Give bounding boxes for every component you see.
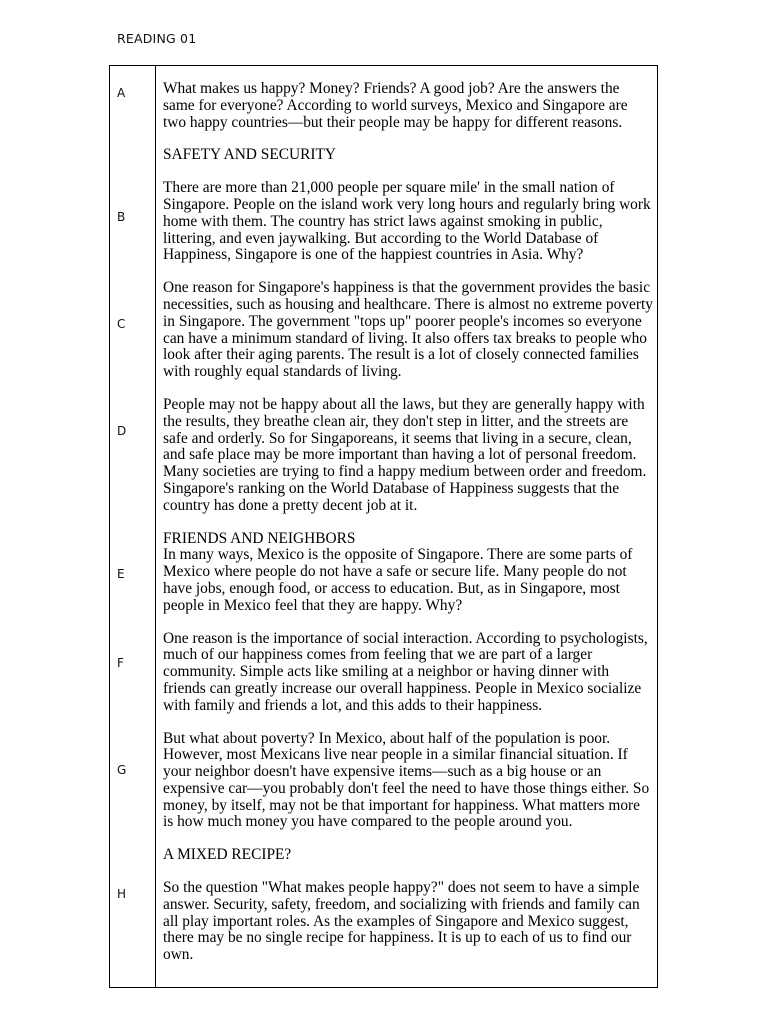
paragraph-e: In many ways, Mexico is the opposite of Singapore. There are some parts of Mexico where people do not have a safe or secure life. Many people do not have jobs, enough food, or access to education. But, as in Singapore, most people in Mexico feel that they are happy. Why? [163, 546, 633, 614]
paragraph-letter-g: G [117, 763, 127, 777]
paragraph-letter-c: C [117, 317, 126, 331]
paragraph-g: But what about poverty? In Mexico, about half of the population is poor. However, most Mexicans live near people in a similar financial situation. If your neighbor doesn't have expensive items—such as a big house or an expensive car—you probably don't feel the need to have those things either. So money, by itself, may not be that important for happiness. What matters more is how much money you have compared to the people around you. [163, 729, 650, 831]
paragraph-letter-e: E [117, 567, 125, 581]
column-divider [155, 65, 156, 988]
section-heading-friends: FRIENDS AND NEIGHBORS [163, 529, 356, 547]
paragraph-letter-f: F [117, 656, 124, 670]
reading-title: READING 01 [117, 31, 197, 46]
paragraph-letter-a: A [117, 86, 126, 100]
reading-text [163, 81, 653, 980]
paragraph-h: So the question "What makes people happy?" does not seem to have a simple answer. Security, safety, freedom, and socializing with friends and family can all play important roles. As the examples of Singapore and Mexico suggest, there may be no single recipe for happiness. It is up to each of us to find our own. [163, 879, 640, 964]
paragraph-f: One reason is the importance of social interaction. According to psychologists, much of our happiness comes from feeling that we are part of a larger community. Simple acts like smiling at a neighbor or having dinner with friends can greatly increase our overall happiness. People in Mexico socialize with family and friends a lot, and this adds to their happiness. [163, 629, 648, 714]
paragraph-b: There are more than 21,000 people per square mile' in the small nation of Singapore. People on the island work very long hours and regularly bring work home with them. The country has strict laws against smoking in public, littering, and even jaywalking. But according to the World Database of Happiness, Singapore is one of the happiest countries in Asia. Why? [163, 179, 651, 264]
section-heading-recipe: A MIXED RECIPE? [163, 846, 292, 864]
paragraph-letter-h: H [117, 887, 127, 901]
paragraph-c: One reason for Singapore's happiness is that the government provides the basic necessities, such as housing and healthcare. There is almost no extreme poverty in Singapore. The government "tops up" poorer people's incomes so everyone can have a minimum standard of living. It also offers tax breaks to people who look after their aging parents. The result is a lot of closely connected families with roughly equal standards of living. [163, 279, 653, 381]
paragraph-a: What makes us happy? Money? Friends? A good job? Are the answers the same for everyone? According to world surveys, Mexico and Singapore are two happy countries—but their people may be happy for different reasons. [163, 80, 628, 131]
paragraph-d: People may not be happy about all the laws, but they are generally happy with the results, they breathe clean air, they don't step in litter, and the streets are safe and orderly. So for Singaporeans, it seems that living in a secure, clean, and safe place may be more important than having a lot of personal freedom. Many societies are trying to find a happy medium between order and freedom. Singapore's ranking on the World Database of Happiness suggests that the country has done a pretty decent job at it. [163, 395, 647, 514]
section-heading-safety: SAFETY AND SECURITY [163, 146, 337, 164]
paragraph-letter-b: B [117, 210, 126, 224]
paragraph-letter-d: D [117, 424, 127, 438]
